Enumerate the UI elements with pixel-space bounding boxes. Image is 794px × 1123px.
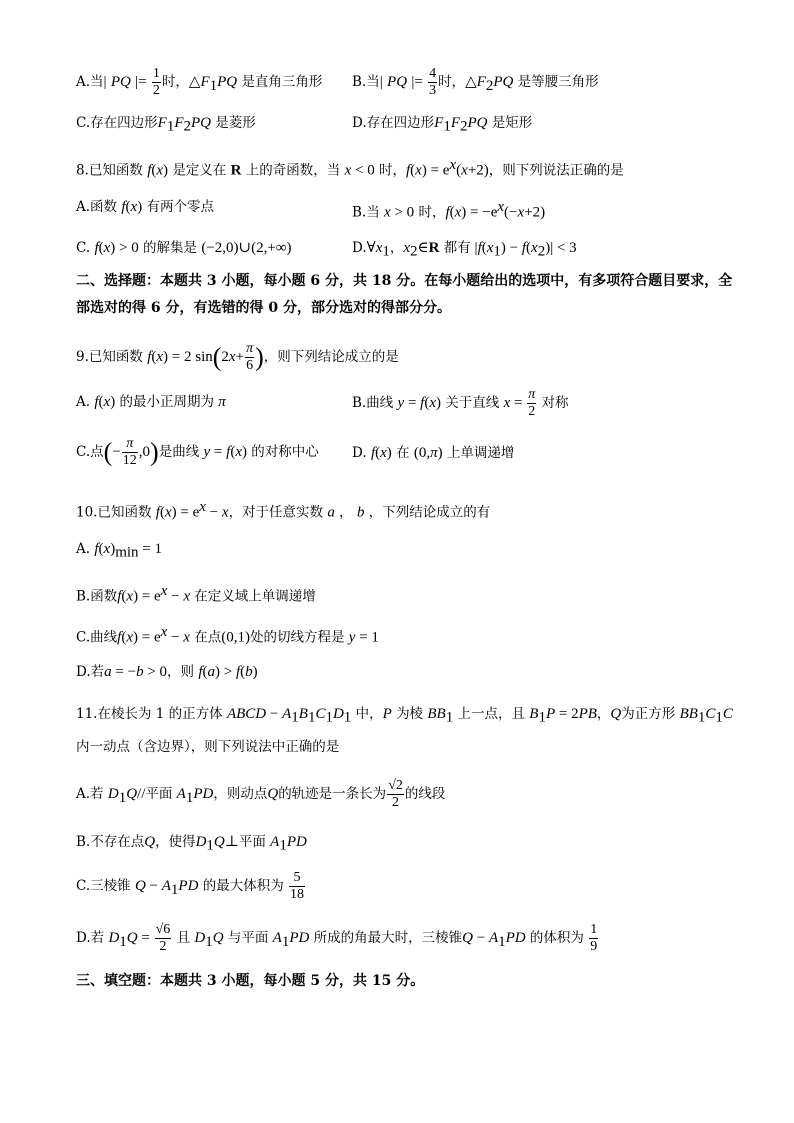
- q7-option-b: B.当| PQ |= $\frac{4}{3}$ 时，$\triangle F_2PQ$ 是等腰三角形: [352, 66, 599, 99]
- q8-option-a: A.函数 f(x) 有两个零点: [76, 199, 214, 215]
- q8-option-c: C. f(x) > 0 的解集是 (−2,0)∪(2,+∞): [76, 240, 292, 256]
- q10-option-b: B.函数$f(x) = e^x - x$ 在定义域上单调递增: [76, 583, 316, 605]
- fraction-1-9: $\frac{1}{9}$: [590, 922, 598, 955]
- q8-option-b: B.当 x > 0 时，$f(x) = -e^x(-x+2)$: [352, 199, 546, 221]
- q11-option-c: C.三棱锥 $Q - A_1PD$ 的最大体积为 $\frac{5}{18}$: [76, 870, 305, 903]
- q10-option-c: C.曲线$f(x) = e^x - x$ 在点(0,1)处的切线方程是 y = 1: [76, 624, 379, 646]
- fraction-4-3: $\frac{4}{3}$: [429, 66, 437, 99]
- option-letter: A.: [76, 74, 91, 91]
- fraction-sqrt6-2: $\frac{√6}{2}$: [155, 922, 171, 955]
- q8-stem: 8.已知函数 f(x) 是定义在 R 上的奇函数，当 x < 0 时，$f(x) = e^x(x+2)$，则下列说法正确的是: [76, 157, 624, 179]
- q9-option-b: B.曲线 y = f(x) 关于直线 x = $\frac{\pi}{2}$ 对称: [352, 387, 569, 420]
- q9-option-a: A. f(x) 的最小正周期为 π: [76, 394, 226, 410]
- q11-stem-line2: 内一动点（含边界），则下列说法中正确的是: [76, 739, 340, 755]
- q11-stem-line1: 11.在棱长为 1 的正方体 ABCD − $A_1B_1C_1D_1$ 中，P 为棱 $BB_1$ 上一点，且 $B_1P = 2PB$，Q为正方形 $BB_1C_1C$: [76, 706, 733, 726]
- fraction-1-2: $\frac{1}{2}$: [152, 66, 160, 99]
- q8-option-d: $D.\forall x_1$，$x_2\in R$ 都有 $|f(x_1) - f(x_2)| < 3$: [352, 240, 577, 260]
- q11-option-d: D.若 $D_1Q$ = $\frac{√6}{2}$ 且 $D_1Q$ 与平面 $A_1PD$ 所成的角最大时，三棱锥$Q - A_1PD$ 的体积为 $\frac{1}{9}$: [76, 922, 598, 955]
- q10-option-a: A. $f(x)_{min} = 1$: [76, 541, 162, 561]
- fraction-pi-2: $\frac{\pi}{2}$: [528, 387, 536, 420]
- fraction-5-18: $\frac{5}{18}$: [290, 870, 305, 903]
- q7-option-d: D.存在四边形$F_1F_2PQ$ 是矩形: [352, 115, 533, 135]
- q10-option-d: D.若a = −b > 0，则 f(a) > f(b): [76, 664, 258, 680]
- fraction-pi-6: $\frac{\pi}{6}$: [246, 341, 254, 374]
- fraction-pi-12: $\frac{\pi}{12}$: [122, 436, 137, 469]
- fraction-sqrt2-2: $\frac{√2}{2}$: [388, 778, 403, 811]
- q9-option-d: D. f(x) 在 (0,π) 上单调递增: [352, 445, 515, 461]
- q9-option-c: C.点(− $\frac{\pi}{12}$ ,0)是曲线 y = f(x) 的对称中心: [76, 436, 319, 469]
- q11-option-b: B.不存在点Q，使得$D_1Q\perp$平面 $A_1PD$: [76, 834, 307, 854]
- section-2-heading: 二、选择题：本题共 3 小题，每小题 6 分，共 18 分。在每小题给出的选项中，有多项符合题目要求，全部选对的得 6 分，有选错的得 0 分，部分选对的得部分分。: [76, 273, 733, 316]
- q7-option-c: C.存在四边形$F_1F_2PQ$ 是菱形: [76, 115, 256, 135]
- q10-stem: 10.已知函数 $f(x) = e^x - x$，对于任意实数 a ， b ，下列结论成立的有: [76, 499, 491, 521]
- q11-option-a: A.若 $D_1Q//$平面 $A_1PD$，则动点Q的轨迹是一条长为 $\frac{√2}{2}$ 的线段: [76, 778, 446, 811]
- q7-option-a: A.当| PQ |= $\frac{1}{2}$ 时，$\triangle F_1PQ$ 是直角三角形: [76, 66, 323, 99]
- section-3-heading: 三、填空题：本题共 3 小题，每小题 5 分，共 15 分。: [76, 973, 425, 989]
- q9-stem: 9.已知函数 f(x) = 2 sin(2x+ $\frac{\pi}{6}$ )，则下列结论成立的是: [76, 341, 399, 374]
